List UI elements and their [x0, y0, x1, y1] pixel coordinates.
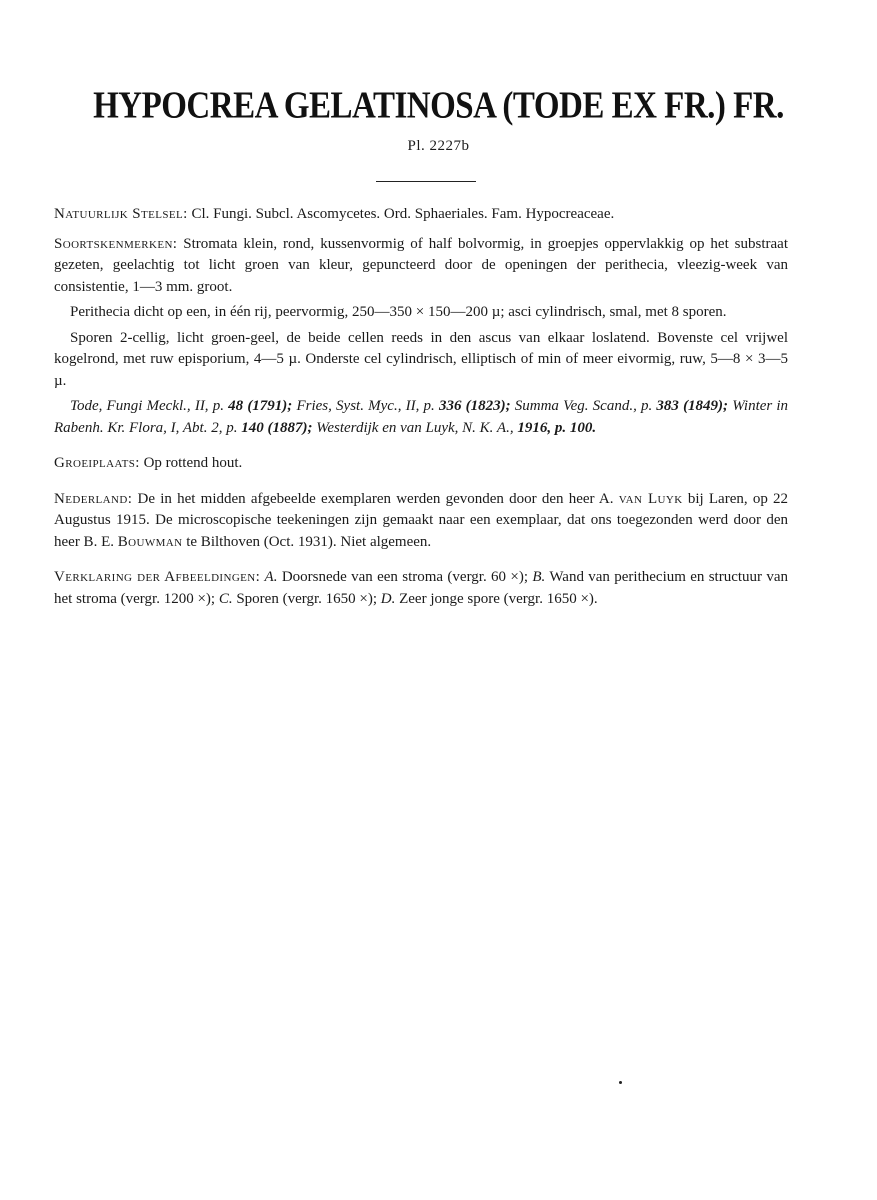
section-label: Verklaring der Afbeeldingen: — [54, 569, 261, 585]
paragraph-natuurlijk-stelsel — [54, 204, 788, 226]
paragraph-groeiplaats — [54, 453, 788, 475]
scan-speck — [619, 1081, 622, 1084]
reference-text: Summa Veg. Scand., p. — [514, 398, 653, 414]
reference-text: Tode, Fungi Meckl., II, p. — [70, 398, 224, 414]
section-text: Stromata klein, rond, kussenvormig of half bolvormig, in groepjes oppervlakkig op het substraat gezeten, geelachtig tot licht groen van kleur, gepuncteerd door de openingen der perithecia, vleezig-week van consistentie, 1—3 mm. groot. — [54, 235, 788, 295]
section-text: De in het midden afgebeelde exemplaren werden gevonden door den heer A. — [137, 490, 614, 507]
reference-text: Westerdijk en van Luyk, N. K. A., — [316, 419, 514, 436]
plate-number: Pl. 2227b — [407, 138, 470, 154]
figure-caption: Zeer jonge spore (vergr. 1650 ×). — [399, 590, 598, 607]
figure-letter: D. — [380, 590, 396, 607]
reference-page: 336 (1823); — [438, 398, 511, 414]
reference-page: 140 (1887); — [241, 419, 313, 436]
paragraph-soortskenmerken — [54, 234, 788, 299]
figure-caption: Wand van perithecium en structuur van het stroma (vergr. 1200 ×); — [54, 569, 789, 607]
section-text: Op rottend hout. — [143, 455, 243, 471]
reference-text: Winter in Rabenh. Kr. Flora, I, Abt. 2, p. — [54, 398, 789, 436]
section-label: Natuurlijk Stelsel: — [54, 206, 188, 222]
reference-page: 383 (1849); — [656, 398, 729, 414]
section-label: Soortskenmerken: — [54, 235, 178, 252]
document-body — [54, 204, 788, 610]
figure-letter: A. — [264, 569, 278, 585]
reference-page: 48 (1791); — [228, 398, 293, 414]
page-title: HYPOCREA GELATINOSA (TODE EX FR.) FR. — [93, 85, 784, 127]
title-divider — [376, 181, 476, 182]
figure-letter: C. — [218, 590, 233, 607]
figure-caption: Sporen (vergr. 1650 ×); — [236, 590, 378, 607]
section-label: Nederland: — [54, 490, 133, 507]
paragraph-sporen: Sporen 2-cellig, licht groen-geel, de beide cellen reeds in den ascus van elkaar loslatend. Bovenste cel vrijwel kogelrond, met ruw episporium, 4—5 µ. Onderste cel cylindrisch, elliptisch of min of meer eivormig, ruw, 5—8 × 3—5 µ. — [54, 329, 788, 389]
section-text: te Bilthoven (Oct. 1931). Niet algemeen. — [186, 533, 432, 550]
section-label: Groeiplaats: — [54, 455, 140, 471]
paragraph-references — [54, 396, 788, 439]
paragraph-perithecia: Perithecia dicht op een, in één rij, peervormig, 250—350 × 150—200 µ; asci cylindrisch, smal, met 8 sporen. — [70, 304, 727, 320]
section-text: Cl. Fungi. Subcl. Ascomycetes. Ord. Sphaeriales. Fam. Hypocreaceae. — [191, 206, 615, 222]
paragraph-nederland — [54, 489, 788, 554]
figure-caption: Doorsnede van een stroma (vergr. 60 ×); — [281, 569, 528, 585]
person-name: Bouwman — [117, 533, 183, 550]
reference-page: 1916, p. 100. — [517, 419, 597, 436]
person-name: van Luyk — [618, 490, 683, 507]
figure-letter: B. — [532, 569, 546, 585]
section-text: bij Laren, op 22 Augustus 1915. De microscopische teekeningen zijn gemaakt naar een exemplaar, dat ons toegezonden werd door den heer B. E. — [54, 490, 789, 550]
paragraph-verklaring — [54, 567, 788, 610]
reference-text: Fries, Syst. Myc., II, p. — [296, 398, 435, 414]
